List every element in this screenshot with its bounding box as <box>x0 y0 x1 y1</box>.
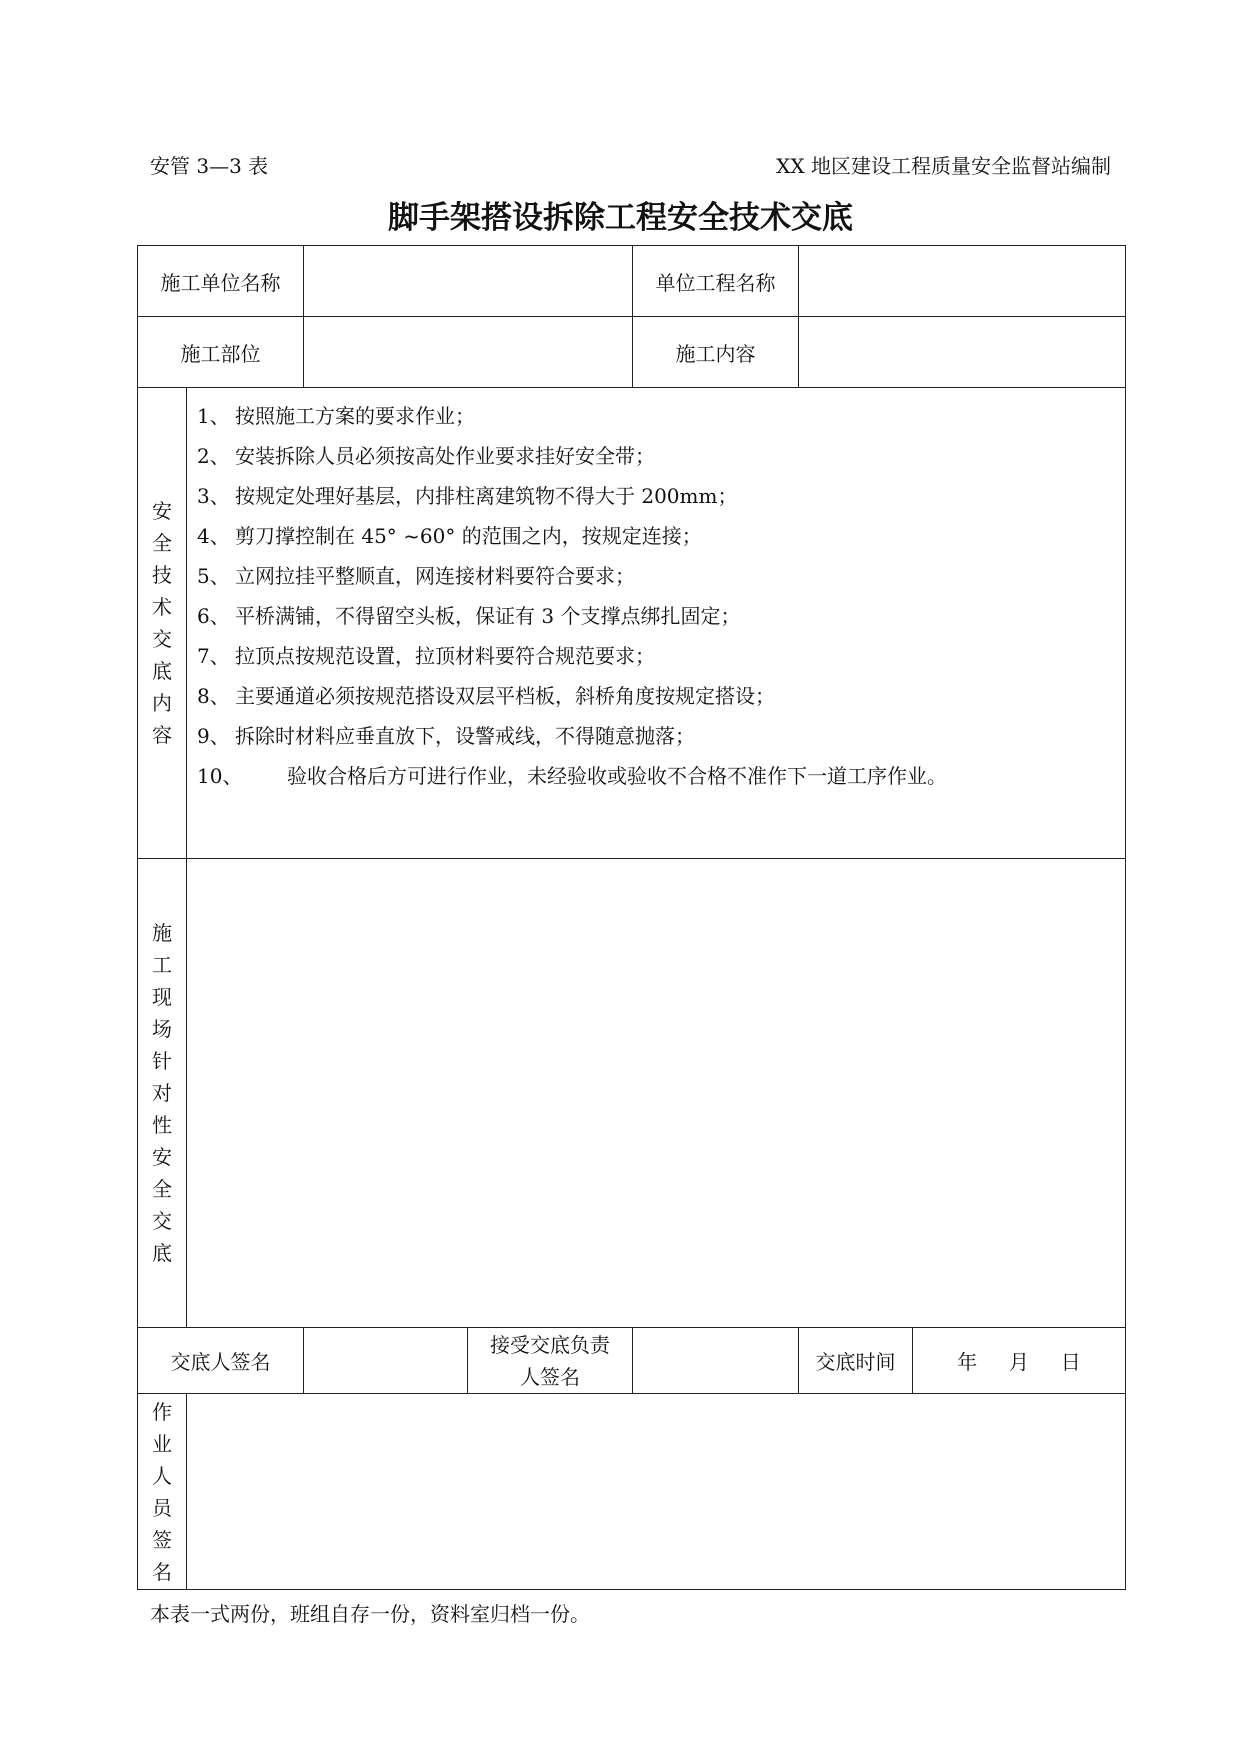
disclosure-date-field[interactable]: 年 月 日 <box>913 1328 1126 1394</box>
presenter-sign-label: 交底人签名 <box>138 1328 304 1394</box>
list-item: 3、 按规定处理好基层，内排柱离建筑物不得大于 200mm； <box>197 483 738 508</box>
list-item: 1、 按照施工方案的要求作业； <box>197 403 475 428</box>
location-field[interactable] <box>304 317 633 388</box>
form-code: 安管 3—3 表 <box>150 154 269 178</box>
safety-tech-label: 安 全 技 术 交 底 内 容 <box>138 388 187 859</box>
content-label: 施工内容 <box>633 317 799 388</box>
safety-tech-items <box>187 388 1126 859</box>
unit-name-label: 施工单位名称 <box>138 246 304 317</box>
receiver-sign-label: 接受交底负责 人签名 <box>468 1328 633 1394</box>
list-item: 10、 验收合格后方可进行作业，未经验收或验收不合格不准作下一道工序作业。 <box>197 763 947 788</box>
list-item: 7、 拉顶点按规范设置，拉顶材料要符合规范要求； <box>197 643 655 668</box>
list-item: 8、 主要通道必须按规范搭设双层平档板，斜桥角度按规定搭设； <box>197 683 775 708</box>
project-name-field[interactable] <box>799 246 1126 317</box>
publisher: XX 地区建设工程质量安全监督站编制 <box>776 154 1111 178</box>
site-safety-label: 施 工 现 场 针 对 性 安 全 交 底 <box>138 859 187 1328</box>
content-field[interactable] <box>799 317 1126 388</box>
disclosure-time-label: 交底时间 <box>799 1328 913 1394</box>
unit-name-field[interactable] <box>304 246 633 317</box>
receiver-sign-field[interactable] <box>633 1328 799 1394</box>
disclosure-form <box>137 245 1126 1590</box>
document-title: 脚手架搭设拆除工程安全技术交底 <box>388 200 853 236</box>
list-item: 6、 平桥满铺，不得留空头板，保证有 3 个支撑点绑扎固定； <box>197 603 741 628</box>
workers-sign-label: 作 业 人 员 签 名 <box>138 1394 187 1590</box>
list-item: 9、 拆除时材料应垂直放下，设警戒线，不得随意抛落； <box>197 723 695 748</box>
location-label: 施工部位 <box>138 317 304 388</box>
list-item: 5、 立网拉挂平整顺直，网连接材料要符合要求； <box>197 563 635 588</box>
site-safety-field[interactable] <box>187 859 1126 1328</box>
list-item: 4、 剪刀撑控制在 45° ~60° 的范围之内，按规定连接； <box>197 523 702 548</box>
list-item: 2、 安装拆除人员必须按高处作业要求挂好安全带； <box>197 443 655 468</box>
footer-note: 本表一式两份，班组自存一份，资料室归档一份。 <box>150 1602 590 1626</box>
presenter-sign-field[interactable] <box>304 1328 468 1394</box>
project-name-label: 单位工程名称 <box>633 246 799 317</box>
workers-sign-field[interactable] <box>187 1394 1126 1590</box>
